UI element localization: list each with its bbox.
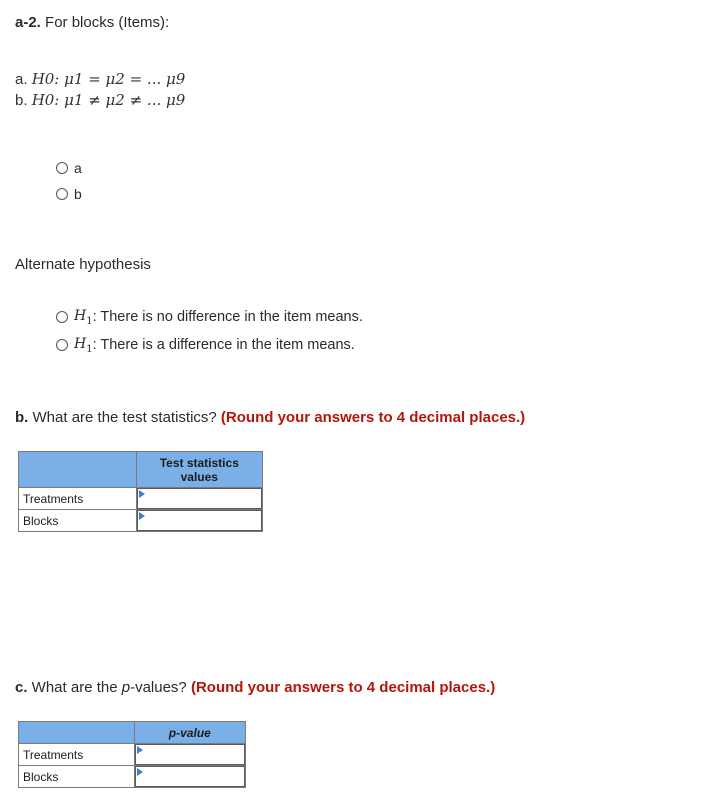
- radio-alternate-difference[interactable]: $H_1$ : There is a difference in the item means.: [56, 336, 355, 355]
- table-corner-header: [19, 452, 137, 488]
- table-row: [19, 744, 246, 766]
- blocks-test-statistic-cell[interactable]: [136, 510, 262, 532]
- row-label-treatments: Treatments: [19, 488, 137, 510]
- test-statistics-column-header: Test statistics values: [136, 452, 262, 488]
- blocks-p-value-input[interactable]: [136, 767, 244, 786]
- input-marker-icon: [137, 746, 143, 754]
- section-b-heading: b. What are the test statistics? (Round your answers to 4 decimal places.): [15, 409, 526, 426]
- blocks-p-value-cell[interactable]: [134, 766, 245, 788]
- rounding-instruction: (Round your answers to 4 decimal places.): [190, 679, 496, 696]
- p-value-column-header: p-value: [134, 722, 245, 744]
- input-marker-icon: [139, 512, 145, 520]
- table-row: [19, 766, 246, 788]
- hypothesis-b-expression: H0: μ1 ≠ μ2 ≠ ... μ9: [31, 91, 186, 109]
- section-c-heading: c. What are the p-values? (Round your answers to 4 decimal places.): [15, 679, 496, 696]
- treatments-test-statistic-input[interactable]: [138, 489, 261, 508]
- table-row: [19, 488, 263, 510]
- p-value-table: [18, 721, 246, 788]
- input-marker-icon: [137, 768, 143, 776]
- table-row: [19, 510, 263, 532]
- test-statistics-table: [18, 451, 263, 532]
- row-label-treatments: Treatments: [19, 744, 135, 766]
- radio-circle-icon[interactable]: [56, 188, 68, 200]
- hypothesis-a-expression: H0: μ1 = μ2 = ... μ9: [31, 70, 186, 88]
- radio-option-b[interactable]: b: [56, 186, 82, 202]
- alternate-hypothesis-label: Alternate hypothesis: [15, 256, 151, 273]
- hypothesis-a: a. H0: μ1 = μ2 = ... μ9: [15, 70, 186, 88]
- input-marker-icon: [139, 490, 145, 498]
- rounding-instruction: (Round your answers to 4 decimal places.): [220, 409, 526, 426]
- treatments-test-statistic-cell[interactable]: [136, 488, 262, 510]
- radio-circle-icon[interactable]: [56, 162, 68, 174]
- treatments-p-value-cell[interactable]: [134, 744, 245, 766]
- section-a2-heading: a-2. For blocks (Items):: [15, 14, 170, 31]
- row-label-blocks: Blocks: [19, 766, 135, 788]
- radio-circle-icon[interactable]: [56, 311, 68, 323]
- blocks-test-statistic-input[interactable]: [138, 511, 261, 530]
- radio-option-a[interactable]: a: [56, 160, 82, 176]
- row-label-blocks: Blocks: [19, 510, 137, 532]
- treatments-p-value-input[interactable]: [136, 745, 244, 764]
- radio-circle-icon[interactable]: [56, 339, 68, 351]
- hypothesis-b: b. H0: μ1 ≠ μ2 ≠ ... μ9: [15, 91, 186, 109]
- radio-alternate-no-difference[interactable]: $H_1$ : There is no difference in the item means.: [56, 308, 363, 327]
- table-corner-header: [19, 722, 135, 744]
